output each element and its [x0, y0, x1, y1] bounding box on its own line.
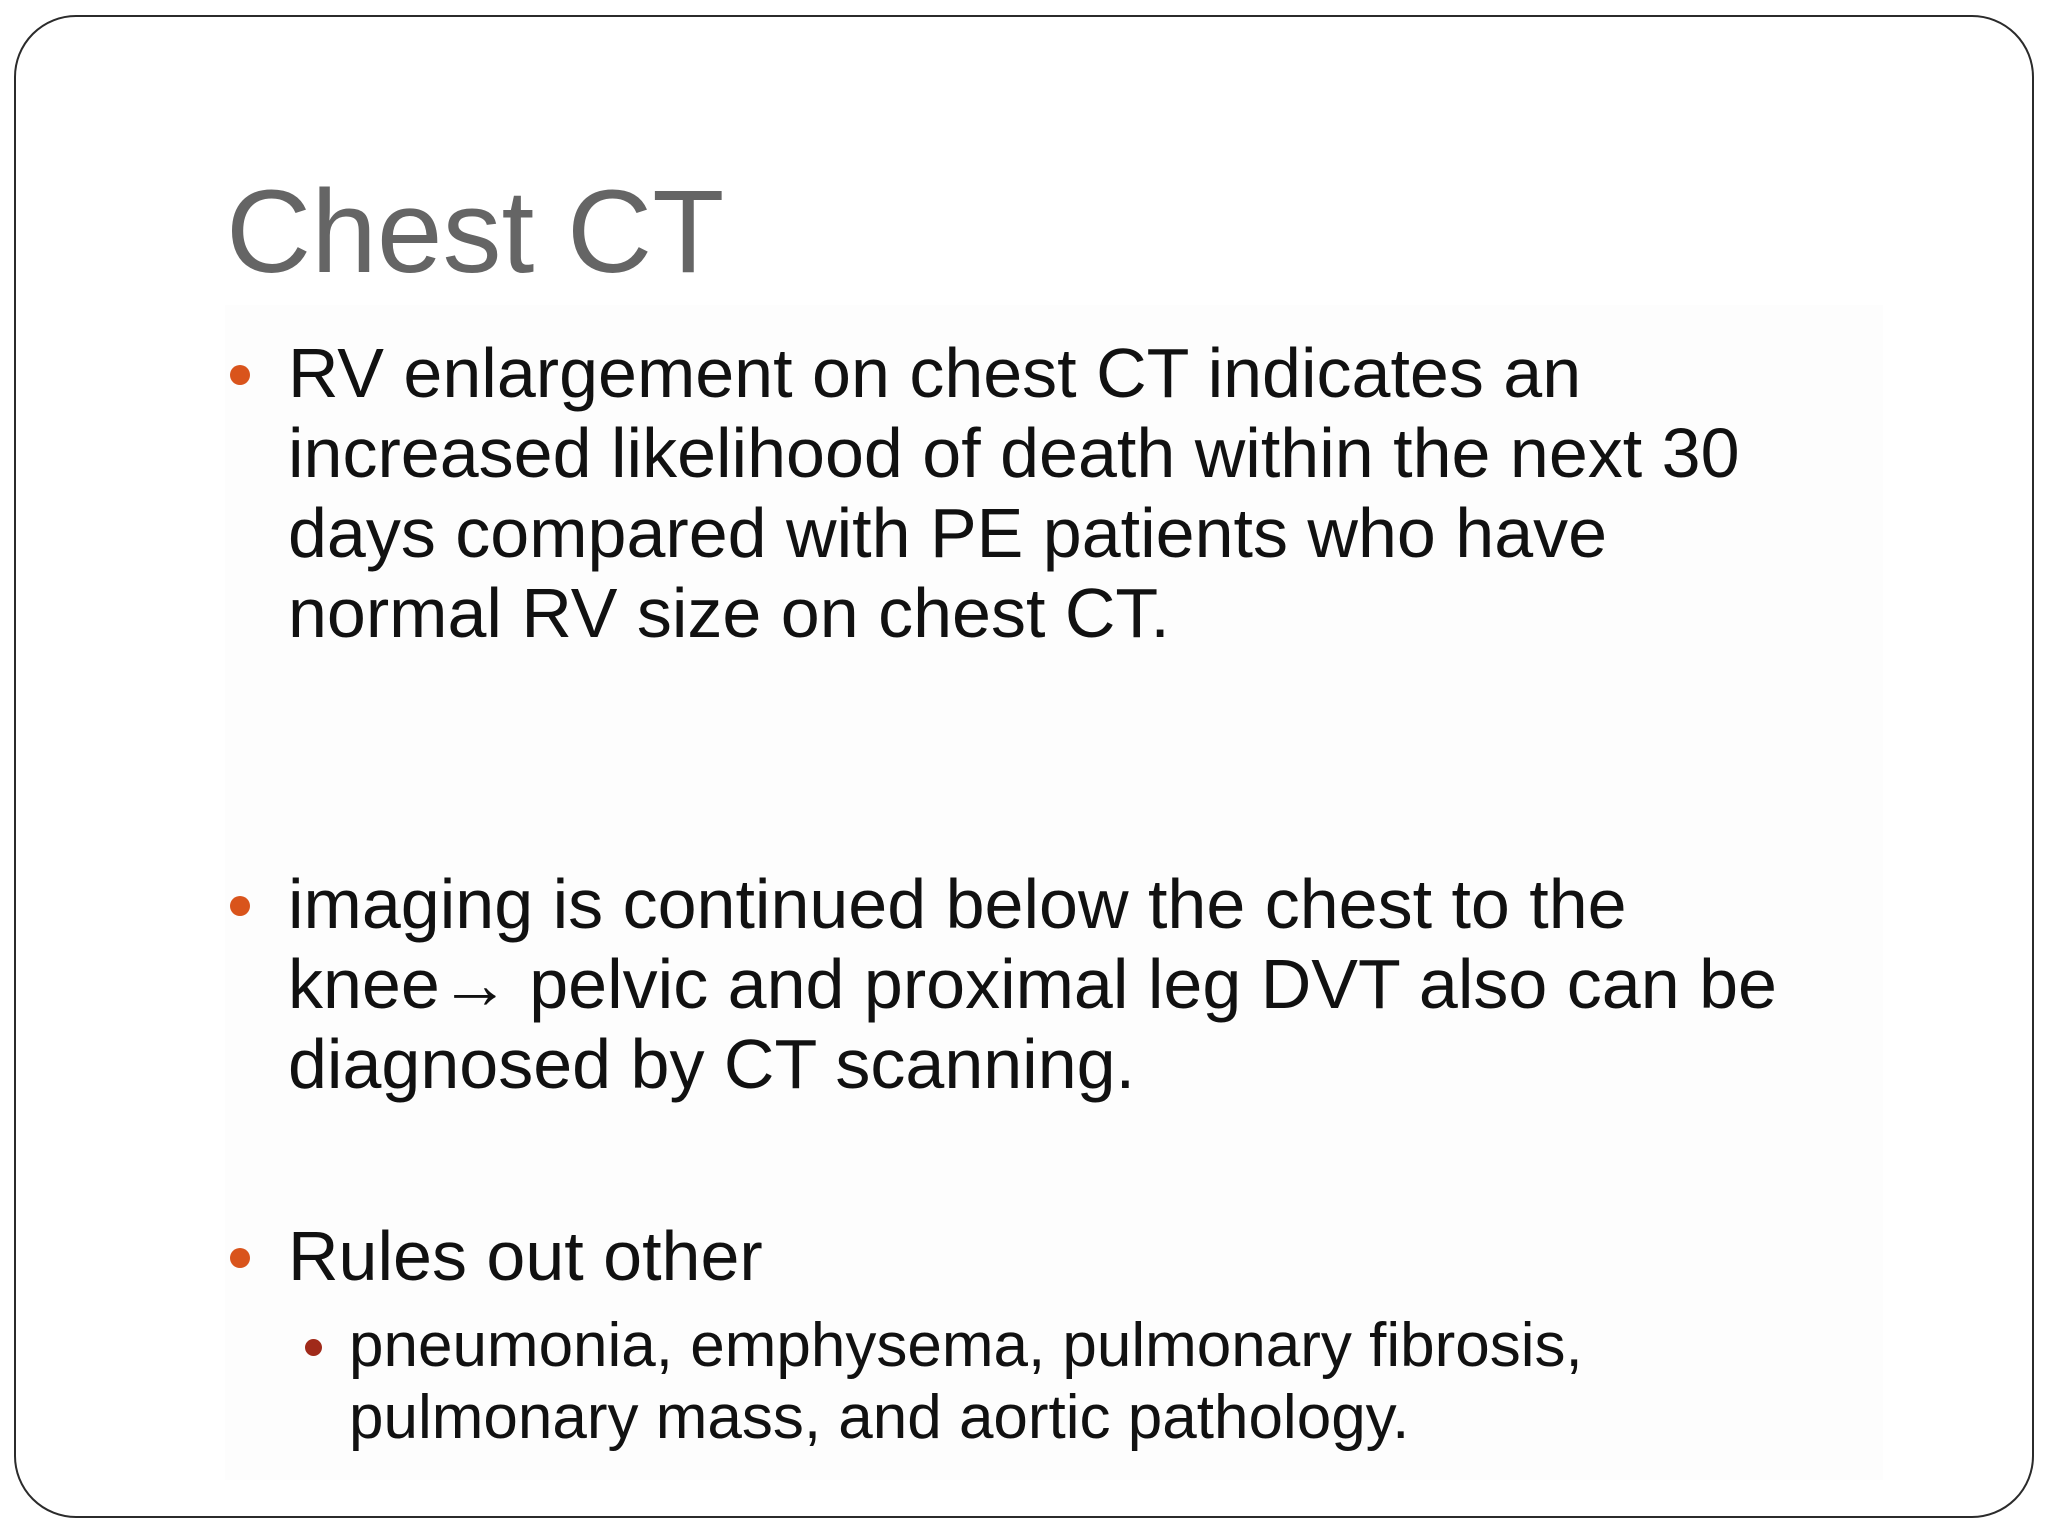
bullet-text-line: imaging is continued below the chest to the: [288, 865, 1627, 943]
bullet-dot-icon: [230, 896, 250, 916]
sub-bullet-conditions: [349, 1310, 1583, 1454]
bullet-text-line: Rules out other: [288, 1217, 763, 1295]
bullet-dot-icon: [230, 365, 250, 385]
slide-title: Chest CT: [226, 166, 725, 298]
bullet-rv-enlargement: [288, 333, 1740, 653]
bullet-dot-icon: [230, 1248, 250, 1268]
bullet-text-line: RV enlargement on chest CT indicates an: [288, 334, 1582, 412]
bullet-text-line: knee→ pelvic and proximal leg DVT also can be: [288, 945, 1777, 1023]
sub-bullet-text-line: pneumonia, emphysema, pulmonary fibrosis,: [349, 1311, 1583, 1380]
bullet-imaging-continued: [288, 864, 1777, 1104]
bullet-text-line: increased likelihood of death within the next 30: [288, 414, 1740, 492]
bullet-text-line: diagnosed by CT scanning.: [288, 1025, 1136, 1103]
sub-bullet-dot-icon: [305, 1339, 322, 1356]
bullet-text-line: normal RV size on chest CT.: [288, 574, 1170, 652]
bullet-text-line: days compared with PE patients who have: [288, 494, 1608, 572]
bullet-rules-out-other: [288, 1216, 763, 1296]
sub-bullet-text-line: pulmonary mass, and aortic pathology.: [349, 1383, 1410, 1452]
